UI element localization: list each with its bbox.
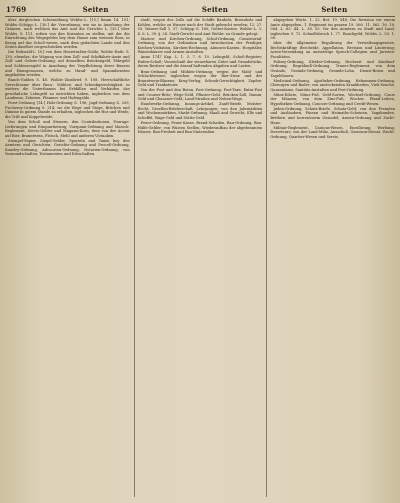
paragraph: Forst-Ordnung [14.] Holz-Ordnung S. 196; Jagd-Ordnung S. 209, Fischerey-Ordnung S. 214; wo die Wege und Stege, Brücken und Dämme in gutem Stande zu erhalten, ingleichen die Hut und Weide, die Trift und Koppelweide. — [5, 101, 130, 119]
text-column-2 — [134, 16, 263, 497]
paragraph: Anno 1747 Kap. L. 1. 3. 7. 8. 10. Lehngeld; Schoß-Register; Hufen-Schoß; Verzeichniß der steuerbaren Güter und Grundstücke, deren Besitzer und die darauf haftenden Abgaben und Lasten. — [137, 55, 263, 69]
paragraph: Medicinal-Ordnung, Apotheker-Ordnung, Hebammen-Ordnung, Chirurgen und Bader; von ansteckenden Krankheiten, Vieh-Seuche, Quarantaine, Sanitäts-Anstalten und Pest-Ordnung. — [270, 78, 396, 92]
text-columns — [5, 16, 395, 497]
paragraph: Stempel-Papier, Siegel-Gelder, Sporteln und Taxen bey den Aemtern und Gerichten; Gerichts-Ordnung und Proceß-Ordnung, Kanzley-Ordnung, Advocaten-Ordnung, Notarien-Ordnung; von Vormundschaften, Testamenten und Erbschaften. — [5, 138, 130, 157]
paragraph: Militair-Reglement, Cantons-Wesen, Enrollirung, Werbung, Deserteurs; von der Land-Miliz, Ausschuß, Garnison-Dienst, Wacht-Ordnung, Quartier-Wesen und Servis. — [270, 125, 396, 139]
paragraph: Juden-Ordnung, Schutz-Briefe, Schutz-Geld; von den Fremden und Ausländern, Pässen und Heimaths-Scheinen, Vagabunden, Bettlern und herrenlosem Gesindel; Armen-Ordnung und Zucht-Haus. — [270, 106, 396, 125]
page-number: 1769 — [6, 4, 27, 14]
paragraph: abgegeben Worte. 1. 22. Bot. 19. 548; Die Revision vor einem Amte abgegeben. 1. Regiment im ganzen 19. 560. 11. 562. 16. 18. 564. L. 63. 44. L. 38. 53. Vor den Aemtern zu Stadt und Land, ingleichen 9. 72. Schnellsbruch 1. 77. Rauchgeld; Wohlw. L. 53. 1. 38. — [270, 18, 396, 41]
paragraph: über dergleichen Schiessübung Wohlw.-L. [15.] Baum 14. 101; Wohlw.-Schöpp.-L. [30.] die Verordnung, wie sie in Ansehung der Gränzen, nach welchen das Amt und die Gerichte L. [35.] über Wohlw. S. 111, sofern von den Kuranten zu stellen, mit der die Einrichtung des Wegegeldes bey dem Hause zum weissen Ross, in Bezug auf das Schoß-wesen, nach dem gedachten Lande und den Zeiten daselbst vorgeschrieben worden. — [5, 18, 130, 50]
paragraph: über die allgemeine Regulirung der Verwaltungsgesetze, Rechtskräftige Bescheide, Appellation, Revision und Läuterung; Acten-Versendung an auswärtige Spruch-Collegien und Juristen-Facultäten. — [270, 41, 396, 59]
paragraph: Brau-Ordnung und Mühlen-Ordnung; wegen der Mahl- und Schlachtsteuer, ingleichen wegen der Bier-Ziese und des Branntwein-Blasens; Krug-Verlag, Schenk-Gerechtigkeit, Zapfen-Geld und Tranksteuer. — [137, 69, 263, 88]
paragraph: Von dem Schoß und Steuern, den Contributionen, Fourage-Lieferungen und Einquartierung; Vorspann-Ordnung und Marsch-Reglement, Servis-Gelder und Magazin-Korn; item von der Accise auf Bier, Branntwein, Fleisch, Mehl und anderen Victualien. — [5, 120, 130, 138]
paragraph: Die Hohwald-L. [8.] von dem Heerstraßen-Gelde; Wohlw.-Rath. S. 130, ebendas. die Wägung von dem Zoll- und Schiffahrts-Amte und Zoll- und Geleits-Ordnung; auf denselben Brückengeld, Fährgeld und Schleusengeld in Ansehung der Verpflichtung derer Bauern und Hausgenossen, welche zu Hand- und Spanndiensten angehalten werden. — [5, 50, 130, 78]
paragraph: Handwerks-Ordnung, Innungs-Artikel, Zunft-Briefe, Meister-Recht, Gesellen-Brüderschaft, Lehrjungen; von den Jahrmärkten und Wochenmärkten, Markt-Ordnung, Maaß und Gewicht, Elle und Scheffel, Wage-Geld und Stätte-Geld. — [137, 102, 263, 120]
column-title-3: Seiten — [321, 4, 348, 14]
paragraph: Rauch-Gulden S. 48. Wohlw.-Zinsbrief. 9. 108. Herrschaftliche Gerechtsame über Brau-, Mühlen- und Schenkgerechtigkeit, in wiefern die Unterthanen bei Erbfällen und Verkäufen das gewöhnliche Lehngeld zu entrichten haben, ingleichen von dem Laudemio, Zehnten, Pfannen- und Hufengelde. — [5, 78, 130, 101]
column-title-1: Seiten — [82, 4, 109, 14]
paragraph: Von der Post und den Boten, Post-Ordnung, Post-Taxe, Extra-Post und Courier-Ritte; Wege-Geld, Pflaster-Geld, Brücken-Zoll, Damm-Geld und Chaussee-Geld; Land-Straßen und Neben-Wege. — [137, 88, 263, 102]
column-title-2: Seiten — [201, 4, 229, 14]
paragraph: Feuer-Ordnung, Feuer-Kasse, Brand-Schaden, Bau-Ordnung, Bau-Hülfs-Gelder; von Wüsten Stellen, Wiederaufbau der abgebrannten Häuser, Bau-Freiheit und Bau-Materialien. — [137, 121, 263, 135]
paragraph: Polizey-Ordnung, Kleider-Ordnung, Hochzeit- und Kindtauf-Ordnung, Begräbniß-Ordnung, Trauer-Reglement; von dem Gesinde, Gesinde-Ordnung, Gesinde-Lohn, Dienst-Boten und Tagelöhnern. — [270, 59, 396, 78]
paragraph: Münz-Edicte, Münz-Fuß, Geld-Sorten, Wechsel-Ordnung, Cours der Münzen; von dem Zins-Fuß, Wucher, Pfand-Leihen, Hypotheken-Ordnung, Concurs-Ordnung und Credit-Wesen. — [270, 92, 396, 106]
paragraph: stadt, wegen des Zolls auf die Schiffe Bauholz, Brennholz und Kohlen, welche zu Wasser nach der Stadt gebracht werden; 12. 27. 55. Wasser-Zoll 1. 57. Schöpp.-S. 160; Gottes-Kasten. Wohlw.-L. 1. 4. 6. L. 39. §. 28. Stadt-Gericht und Amt Wohlw. zu Grunde gelegt. — [137, 18, 263, 36]
paragraph: Marien- und Kirchen-Ordnung, Schul-Ordnung, Consistorial-Ordnung; von der Ordination und Introduction der Prediger, Kirchen-Visitation, Kirchen-Rechnung, Almosen-Kasten, Hospitäler, Waisenhäuser und Armen-Anstalten. — [137, 36, 263, 55]
text-column-1 — [5, 16, 130, 497]
text-column-3 — [266, 16, 395, 497]
page-header — [6, 3, 394, 15]
